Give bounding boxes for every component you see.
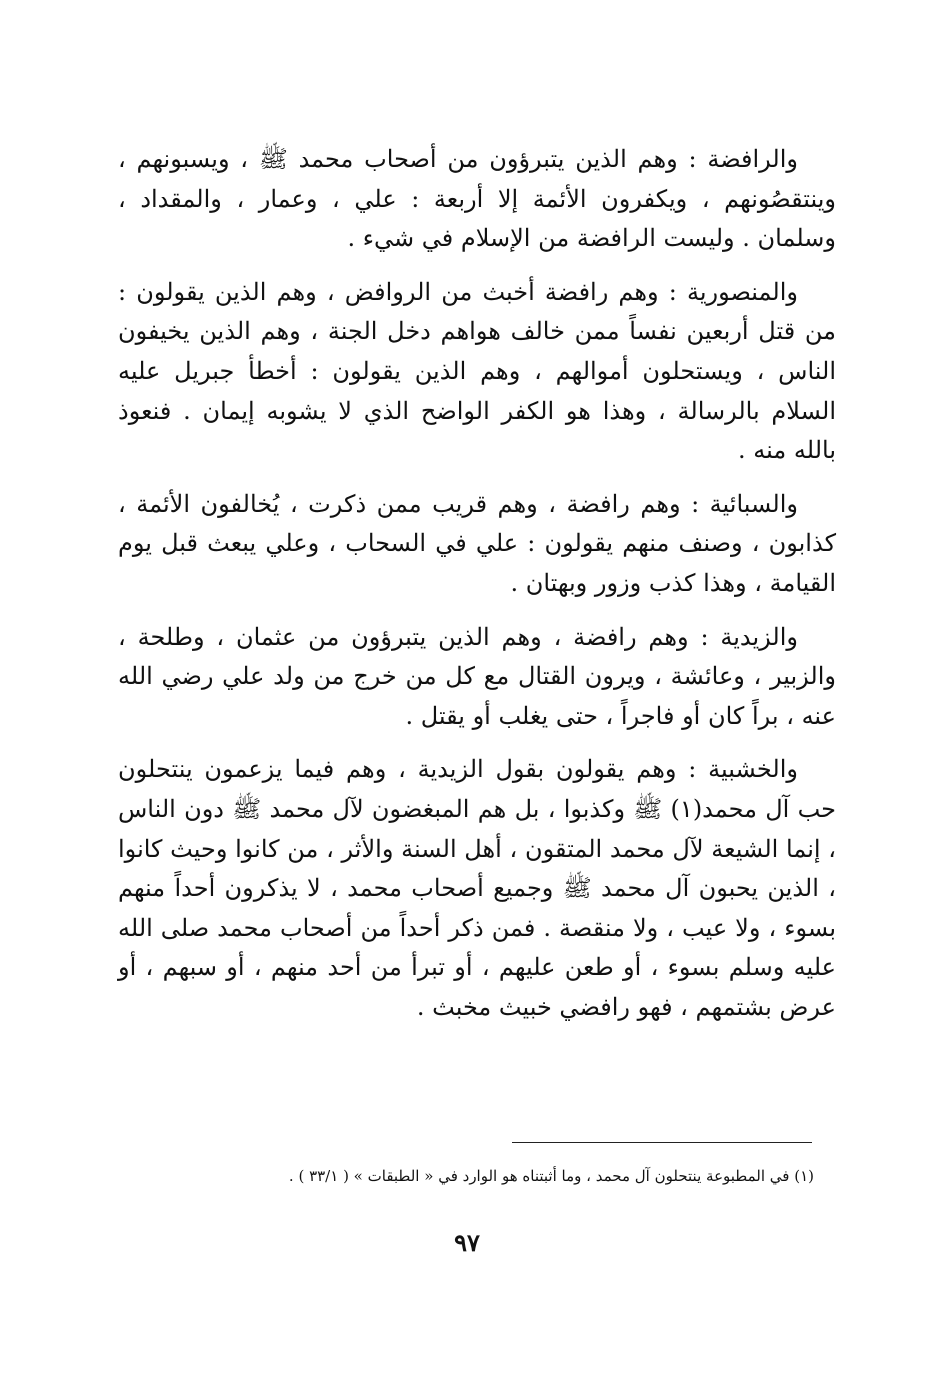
paragraph-khashabiya: والخشبية : وهم يقولون بقول الزيدية ، وهم فيما يزعمون ينتحلون حب آل محمد(١) ﷺ وكذبوا ، بل هم المبغضون لآل محمد ﷺ دون الناس ، إنما الشيعة لآل محمد المتقون ، أهل السنة والأثر ، من كانوا وحيث كانوا ، الذين يحبون آل محمد ﷺ وجميع أصحاب محمد ، لا يذكرون أحداً منهم بسوء ، ولا عيب ، ولا منقصة . فمن ذكر أحداً من أصحاب محمد صلى الله عليه وسلم بسوء ، أو طعن عليهم ، أو تبرأ من أحد منهم ، أو سبهم ، أو عرض بشتمهم ، فهو رافضي خبيث مخبث . <box>118 755 837 1021</box>
paragraph-zaydiya: والزيدية : وهم رافضة ، وهم الذين يتبرؤون من عثمان ، وطلحة ، والزبير ، وعائشة ، ويرون القتال مع كل من خرج من ولد علي رضي الله عنه ، براً كان أو فاجراً ، حتى يغلب أو يقتل . <box>118 622 836 730</box>
footnote-separator <box>512 1142 812 1143</box>
page-number: ٩٧ <box>454 1228 480 1257</box>
paragraph-rafida: والرافضة : وهم الذين يتبرؤون من أصحاب محمد ﷺ ، ويسبونهم ، وينتقصُونهم ، ويكفرون الأئمة إلا أربعة : علي ، وعمار ، والمقداد ، وسلمان . وليست الرافضة من الإسلام في شيء . <box>118 145 836 253</box>
footnote: (١) في المطبوعة ينتحلون آل محمد ، وما أثبتناه هو الوارد في « الطبقات » ( ٣٣/١ ) . <box>288 1167 814 1185</box>
main-text <box>118 140 836 1041</box>
paragraph-mansuriya: والمنصورية : وهم رافضة أخبث من الروافض ، وهم الذين يقولون : من قتل أربعين نفساً ممن خالف هواهم دخل الجنة ، وهم الذين يخيفون الناس ، ويستحلون أموالهم ، وهم الذين يقولون : أخطأ جبريل عليه السلام بالرسالة ، وهذا هو الكفر الواضح الذي لا يشوبه إيمان . فنعوذ بالله منه . <box>118 277 836 465</box>
paragraph-sabaiya: والسبائية : وهم رافضة ، وهم قريب ممن ذكرت ، يُخالفون الأئمة ، كذابون ، وصنف منهم يقولون : علي في السحاب ، وعلي يبعث قبل يوم القيامة ، وهذا كذب وزور وبهتان . <box>118 489 836 597</box>
